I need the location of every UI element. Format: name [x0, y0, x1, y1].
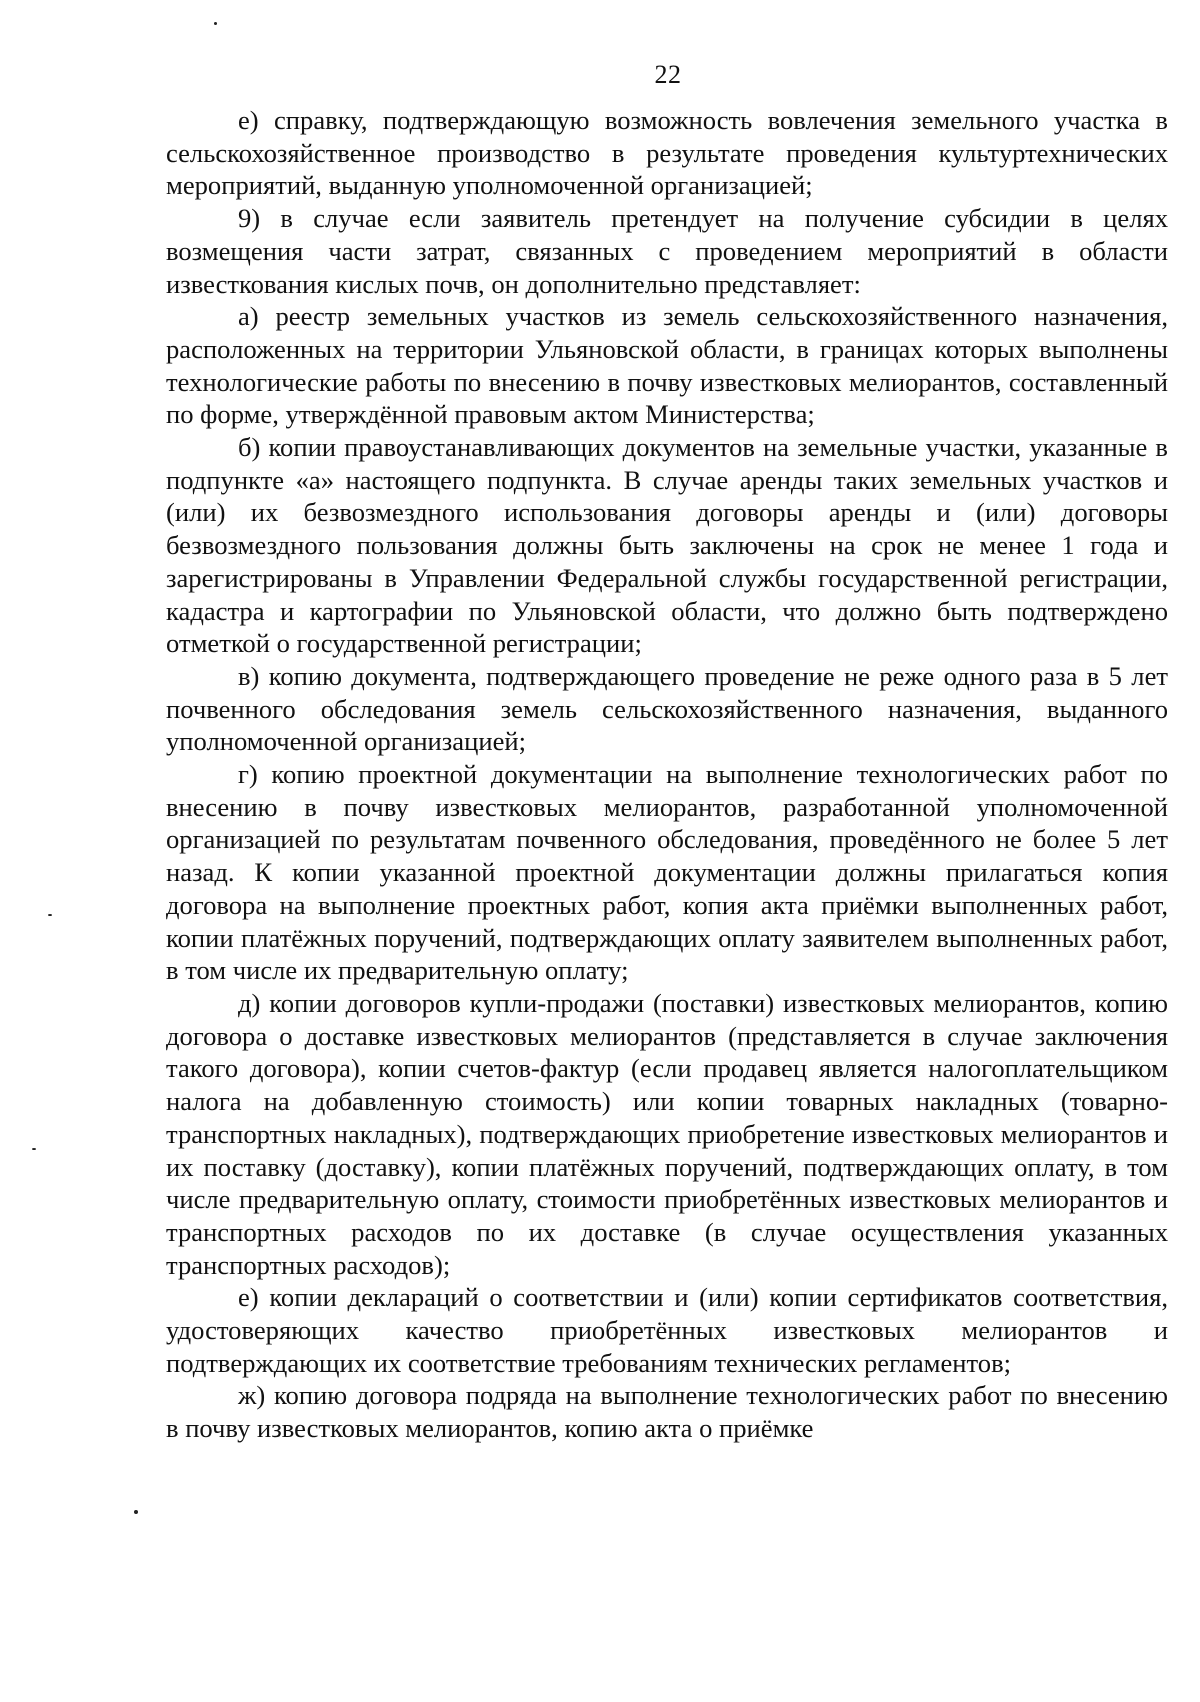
- scan-speck: [134, 1510, 138, 1514]
- paragraph-d-purchase-contracts: д) копии договоров купли-продажи (поставки) известковых мелиорантов, копию договора о доставке известковых мелиорантов (представляется в случае заключения такого договора), копии счетов-фактур (если продавец является налогоплательщиком налога на добавленную стоимость) или копии товарных накладных (товарно-транспортных накладных), подтверждающих приобретение известковых мелиорантов и их поставку (доставку), копии платёжных поручений, подтверждающих оплату, в том числе предварительную оплату, стоимости приобретённых известковых мелиорантов и транспортных расходов по их доставке (в случае осуществления указанных транспортных расходов);: [166, 987, 1168, 1280]
- page-number: 22: [654, 60, 682, 89]
- paragraph-e-declarations: е) копии деклараций о соответствии и (или) копии сертификатов соответствия, удостоверяющих качество приобретённых известковых мелиорантов и подтверждающих их соответствие требованиям технических регламентов;: [166, 1282, 1168, 1378]
- scan-speck: [32, 1148, 36, 1150]
- paragraph-a-register: а) реестр земельных участков из земель сельскохозяйственного назначения, расположенных на территории Ульяновской области, в границах которых выполнены технологические работы по внесению в почву известковых мелиорантов, составленный по форме, утверждённой правовым актом Министерства;: [166, 301, 1168, 430]
- paragraph-b-title-documents: б) копии правоустанавливающих документов на земельные участки, указанные в подпункте «а» настоящего подпункта. В случае аренды таких земельных участков и (или) их безвозмездного использования договоры аренды и (или) договоры безвозмездного пользования должны быть заключены на срок не менее 1 года и зарегистрированы в Управлении Федеральной службы государственной регистрации, кадастра и картографии по Ульяновской области, что должно быть подтверждено отметкой о государственной регистрации;: [166, 432, 1168, 659]
- paragraph-e-certificate: е) справку, подтверждающую возможность вовлечения земельного участка в сельскохозяйственное производство в результате проведения культуртехнических мероприятий, выданную уполномоченной организацией;: [166, 105, 1168, 201]
- document-body: [166, 104, 1168, 1445]
- paragraph-item-9: 9) в случае если заявитель претендует на получение субсидии в целях возмещения части затрат, связанных с проведением мероприятий в области известкования кислых почв, он дополнительно представляет:: [166, 203, 1168, 299]
- paragraph-zh-contract: ж) копию договора подряда на выполнение технологических работ по внесению в почву известковых мелиорантов, копию акта о приёмке: [166, 1380, 1168, 1444]
- scan-speck: [48, 914, 52, 916]
- paragraph-g-project-documentation: г) копию проектной документации на выполнение технологических работ по внесению в почву известковых мелиорантов, разработанной уполномоченной организацией по результатам почвенного обследования, проведённого не более 5 лет назад. К копии указанной проектной документации должны прилагаться копия договора на выполнение проектных работ, копия акта приёмки выполненных работ, копии платёжных поручений, подтверждающих оплату заявителем выполненных работ, в том числе их предварительную оплату;: [166, 759, 1168, 986]
- scan-speck: [214, 22, 217, 25]
- paragraph-v-soil-survey: в) копию документа, подтверждающего проведение не реже одного раза в 5 лет почвенного обследования земель сельскохозяйственного назначения, выданного уполномоченной организацией;: [166, 660, 1168, 757]
